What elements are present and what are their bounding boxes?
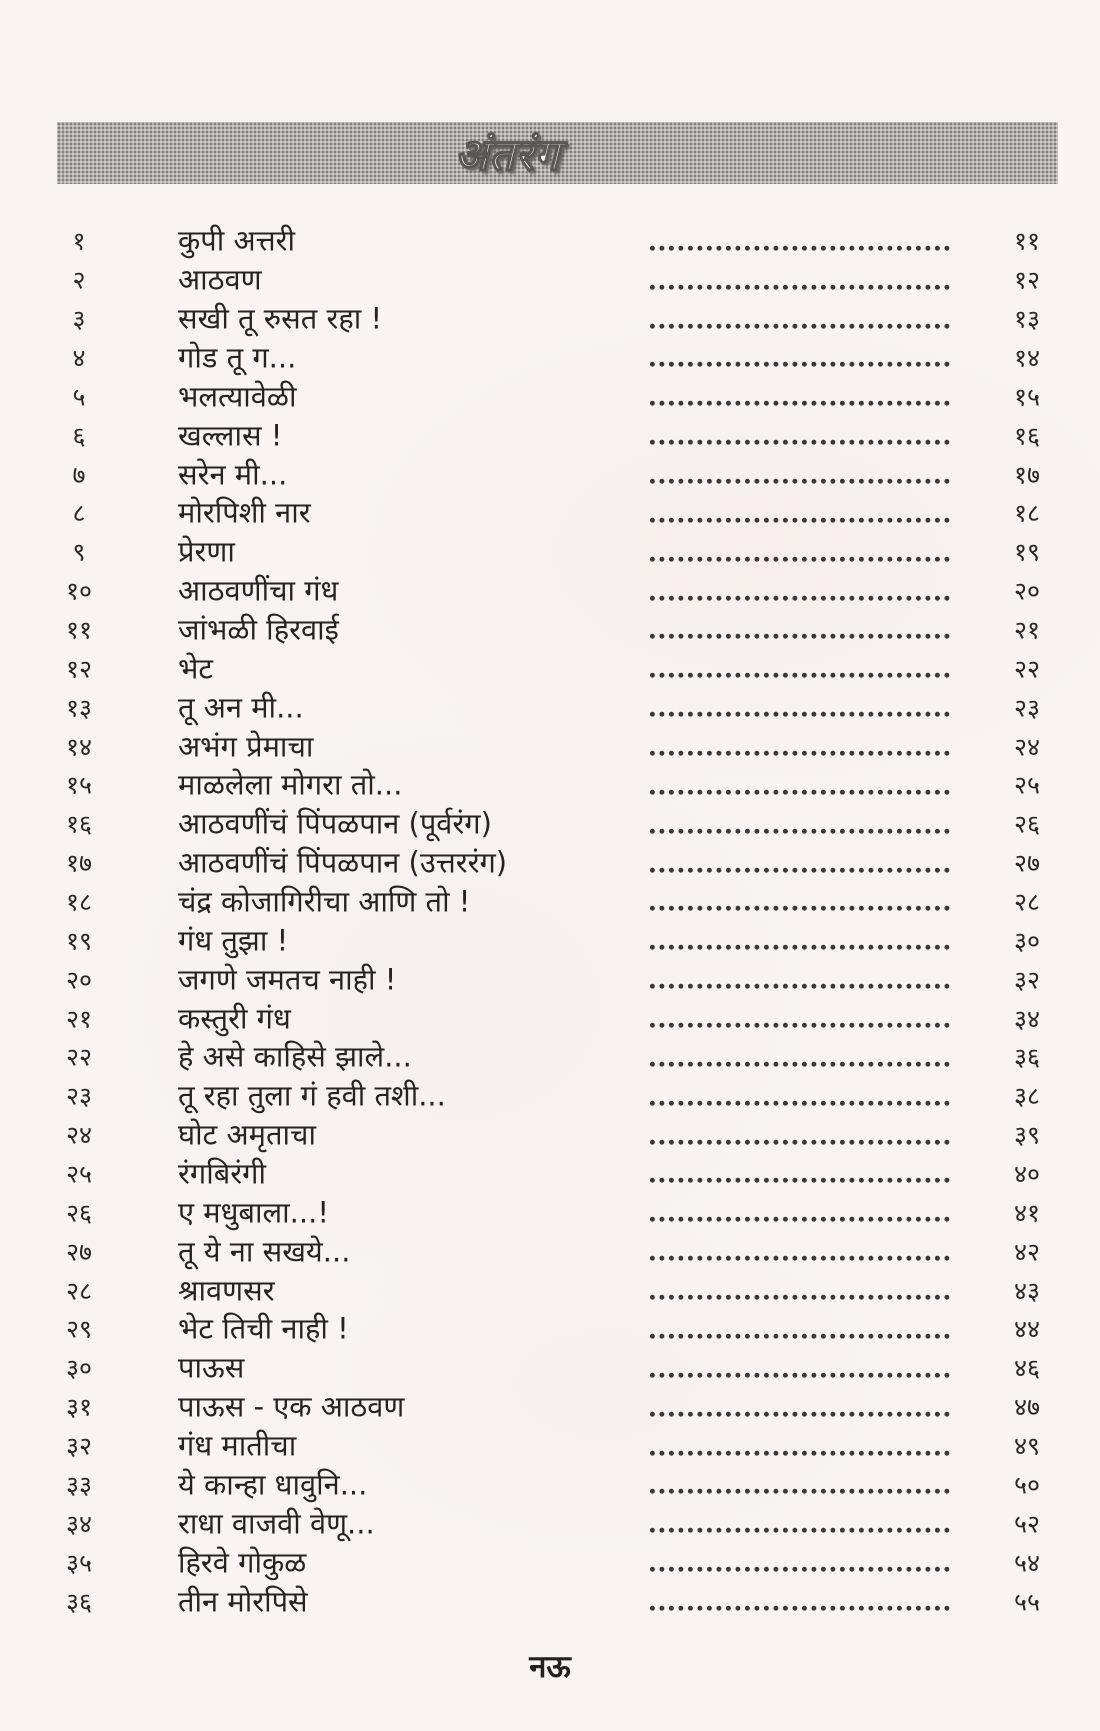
dotted-leader [650, 1333, 954, 1340]
toc-entry-number: ७ [72, 459, 86, 489]
toc-row [0, 1232, 1100, 1271]
toc-entry-number: ६ [72, 421, 86, 451]
toc-entry-number: १० [65, 576, 92, 606]
toc-entry-page: १८ [1013, 498, 1040, 528]
toc-entry-title: गोड तू ग... [178, 340, 297, 375]
toc-row [0, 494, 1100, 533]
toc-entry-title: अभंग प्रेमाचा [178, 729, 314, 764]
toc-entry-title: गंध तुझा ! [178, 923, 289, 958]
toc-entry-title: कुपी अत्तरी [178, 224, 296, 259]
toc-entry-page: ४३ [1013, 1275, 1040, 1305]
toc-entry-page: ३० [1013, 926, 1040, 956]
toc-entry-page: २० [1013, 576, 1040, 606]
toc-row [0, 1543, 1100, 1582]
dotted-leader [650, 1605, 954, 1612]
toc-entry-title: सखी तू रुसत रहा ! [178, 301, 383, 336]
dotted-leader [650, 1372, 954, 1379]
toc-row [0, 1504, 1100, 1543]
toc-row [0, 377, 1100, 416]
toc-entry-number: १६ [65, 809, 92, 839]
toc-entry-number: २० [65, 965, 92, 995]
toc-entry-page: २६ [1013, 809, 1040, 839]
toc-entry-title: भलत्यावेळी [178, 379, 297, 414]
toc-entry-page: २२ [1013, 654, 1040, 684]
toc-row [0, 766, 1100, 805]
toc-entry-page: १९ [1013, 537, 1040, 567]
toc-entry-title: आठवणींचं पिंपळपान (पूर्वरंग) [178, 807, 492, 842]
toc-row [0, 1155, 1100, 1194]
toc-entry-page: १३ [1013, 304, 1040, 334]
toc-entry-page: १६ [1013, 421, 1040, 451]
toc-entry-page: ५४ [1013, 1547, 1040, 1577]
dotted-leader [650, 1177, 954, 1184]
toc-entry-number: १४ [65, 731, 92, 761]
dotted-leader [650, 1488, 954, 1495]
toc-entry-number: ५ [72, 382, 86, 412]
dotted-leader [650, 905, 954, 912]
dotted-leader [650, 1255, 954, 1262]
toc-entry-number: २६ [65, 1198, 92, 1228]
toc-row [0, 300, 1100, 339]
toc-entry-title: रंगबिरंगी [178, 1156, 266, 1191]
toc-entry-number: १ [72, 226, 86, 256]
toc-entry-title: आठवणींचा गंध [178, 573, 339, 608]
toc-entry-title: तू अन मी... [178, 690, 304, 725]
toc-entry-number: ३६ [65, 1586, 92, 1616]
dotted-leader [650, 1022, 954, 1029]
dotted-leader [650, 478, 954, 485]
toc-entry-page: ४२ [1013, 1237, 1040, 1267]
toc-entry-title: घोट अमृताचा [178, 1117, 316, 1152]
toc-entry-title: प्रेरणा [178, 535, 235, 570]
toc-row [0, 960, 1100, 999]
footer-page-number: नऊ [529, 1649, 571, 1685]
toc-row [0, 1077, 1100, 1116]
toc-entry-page: २३ [1013, 693, 1040, 723]
toc-entry-number: ४ [72, 343, 86, 373]
toc-row [0, 1193, 1100, 1232]
toc-entry-title: कस्तुरी गंध [178, 1001, 291, 1036]
toc-entry-page: ३४ [1013, 1003, 1040, 1033]
toc-entry-number: ३० [65, 1353, 92, 1383]
toc-entry-page: ३२ [1013, 965, 1040, 995]
toc-row [0, 611, 1100, 650]
toc-entry-page: ४० [1013, 1159, 1040, 1189]
toc-entry-number: ९ [72, 537, 86, 567]
dotted-leader [650, 1566, 954, 1573]
dotted-leader [650, 1411, 954, 1418]
toc-entry-number: २५ [65, 1159, 92, 1189]
toc-row [0, 1388, 1100, 1427]
toc-entry-title: जगणे जमतच नाही ! [178, 962, 397, 997]
toc-row [0, 1271, 1100, 1310]
toc-entry-page: २७ [1013, 848, 1040, 878]
toc-entry-page: ३८ [1013, 1081, 1040, 1111]
toc-row [0, 533, 1100, 572]
toc-row [0, 921, 1100, 960]
toc-entry-page: १७ [1013, 459, 1040, 489]
toc-entry-page: ४६ [1013, 1353, 1040, 1383]
toc-entry-title: ये कान्हा धावुनि... [178, 1467, 368, 1502]
toc-row [0, 1466, 1100, 1505]
toc-row [0, 1427, 1100, 1466]
toc-row [0, 883, 1100, 922]
toc-entry-number: ३ [72, 304, 86, 334]
toc-entry-number: ३२ [65, 1431, 92, 1461]
toc-entry-title: तीन मोरपिसे [178, 1584, 308, 1619]
toc-entry-number: ३५ [65, 1547, 92, 1577]
toc-entry-number: १२ [65, 654, 92, 684]
toc-entry-number: १७ [65, 848, 92, 878]
toc-entry-page: ४४ [1013, 1314, 1040, 1344]
toc-entry-page: ४७ [1013, 1392, 1040, 1422]
dotted-leader [650, 944, 954, 951]
page-title: अंतरंग [454, 130, 561, 181]
dotted-leader [650, 828, 954, 835]
dotted-leader [650, 1527, 954, 1534]
toc-entry-number: ३४ [65, 1509, 92, 1539]
toc-row [0, 805, 1100, 844]
dotted-leader [650, 361, 954, 368]
toc-entry-title: आठवण [178, 263, 262, 298]
dotted-leader [650, 556, 954, 563]
toc-entry-title: तू रहा तुला गं हवी तशी... [178, 1079, 446, 1114]
toc-row [0, 649, 1100, 688]
toc-entry-number: ३१ [65, 1392, 92, 1422]
toc-entry-number: २१ [65, 1003, 92, 1033]
toc-row [0, 1038, 1100, 1077]
toc-entry-title: पाऊस - एक आठवण [178, 1389, 405, 1424]
dotted-leader [650, 789, 954, 796]
toc-entry-page: १५ [1013, 382, 1040, 412]
toc-entry-title: ए मधुबाला...! [178, 1195, 329, 1230]
dotted-leader [650, 1061, 954, 1068]
toc-entry-page: ५० [1013, 1470, 1040, 1500]
toc-entry-page: ३६ [1013, 1042, 1040, 1072]
toc-entry-number: ३३ [65, 1470, 92, 1500]
toc-entry-number: १५ [65, 770, 92, 800]
dotted-leader [650, 439, 954, 446]
dotted-leader [650, 245, 954, 252]
toc-entry-number: ११ [65, 615, 92, 645]
dotted-leader [650, 867, 954, 874]
toc-entry-title: राधा वाजवी वेणू... [178, 1506, 375, 1541]
toc-entry-title: भेट [178, 651, 214, 686]
toc-entry-title: माळलेला मोगरा तो... [178, 768, 403, 803]
dotted-leader [650, 672, 954, 679]
toc-entry-page: २८ [1013, 887, 1040, 917]
toc-row [0, 1582, 1100, 1621]
toc-entry-page: ५५ [1013, 1586, 1040, 1616]
dotted-leader [650, 517, 954, 524]
toc-entry-number: २९ [65, 1314, 92, 1344]
toc-row [0, 727, 1100, 766]
toc-entry-page: ११ [1013, 226, 1040, 256]
toc-entry-number: १८ [65, 887, 92, 917]
toc-entry-title: हिरवे गोकुळ [178, 1545, 307, 1580]
dotted-leader [650, 1294, 954, 1301]
dotted-leader [650, 1100, 954, 1107]
toc-entry-number: १९ [65, 926, 92, 956]
toc-entry-page: ५२ [1013, 1509, 1040, 1539]
toc-entry-number: २४ [65, 1120, 92, 1150]
toc-entry-number: २७ [65, 1237, 92, 1267]
toc-row [0, 1310, 1100, 1349]
toc-entry-number: २२ [65, 1042, 92, 1072]
toc-row [0, 1349, 1100, 1388]
dotted-leader [650, 711, 954, 718]
dotted-leader [650, 1139, 954, 1146]
toc-entry-title: जांभळी हिरवाई [178, 612, 339, 647]
dotted-leader [650, 400, 954, 407]
toc-entry-page: २४ [1013, 731, 1040, 761]
toc-row [0, 455, 1100, 494]
toc-entry-page: २१ [1013, 615, 1040, 645]
toc-entry-title: पाऊस [178, 1351, 245, 1386]
toc-entry-title: तू ये ना सखये... [178, 1234, 351, 1269]
toc-entry-number: २३ [65, 1081, 92, 1111]
toc-entry-page: ४१ [1013, 1198, 1040, 1228]
toc-entry-number: २ [72, 265, 86, 295]
dotted-leader [650, 1450, 954, 1457]
toc-entry-page: ३९ [1013, 1120, 1040, 1150]
toc-entry-number: २८ [65, 1275, 92, 1305]
dotted-leader [650, 1216, 954, 1223]
toc-row [0, 339, 1100, 378]
toc-row [0, 416, 1100, 455]
toc-row [0, 844, 1100, 883]
toc-row [0, 999, 1100, 1038]
toc-row [0, 572, 1100, 611]
dotted-leader [650, 323, 954, 330]
dotted-leader [650, 633, 954, 640]
toc-entry-number: ८ [72, 498, 86, 528]
toc-entry-page: १२ [1013, 265, 1040, 295]
dotted-leader [650, 284, 954, 291]
toc-entry-title: श्रावणसर [178, 1273, 275, 1308]
toc-row [0, 222, 1100, 261]
toc-entry-title: हे असे काहिसे झाले... [178, 1040, 412, 1075]
toc-entry-number: १३ [65, 693, 92, 723]
dotted-leader [650, 595, 954, 602]
toc-entry-title: सरेन मी... [178, 457, 288, 492]
header-band [57, 122, 1058, 184]
toc-entry-title: मोरपिशी नार [178, 496, 311, 531]
toc-row [0, 1116, 1100, 1155]
toc-entry-title: गंध मातीचा [178, 1428, 297, 1463]
toc-row [0, 688, 1100, 727]
toc-row [0, 261, 1100, 300]
toc-entry-title: चंद्र कोजागिरीचा आणि तो ! [178, 884, 471, 919]
toc-entry-page: ४९ [1013, 1431, 1040, 1461]
table-of-contents [0, 222, 1100, 1621]
toc-entry-title: खल्लास ! [178, 418, 283, 453]
toc-entry-page: २५ [1013, 770, 1040, 800]
dotted-leader [650, 750, 954, 757]
toc-entry-title: आठवणींचं पिंपळपान (उत्तररंग) [178, 845, 508, 880]
dotted-leader [650, 983, 954, 990]
toc-entry-page: १४ [1013, 343, 1040, 373]
toc-entry-title: भेट तिची नाही ! [178, 1312, 349, 1347]
